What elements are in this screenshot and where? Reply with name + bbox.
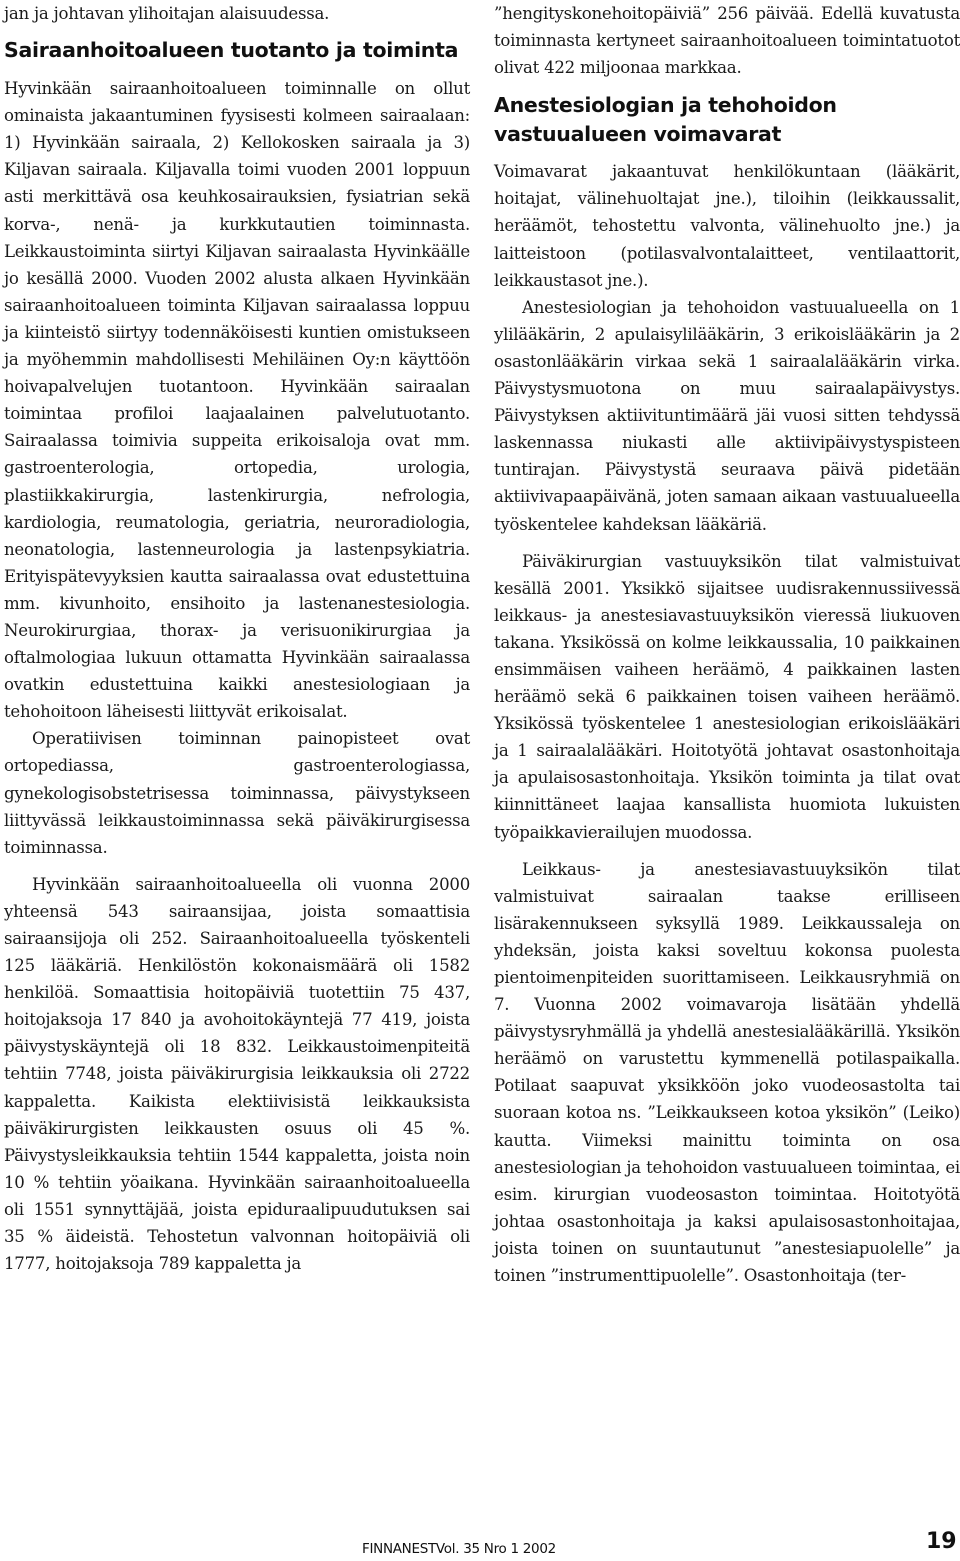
paragraph-statistics: Hyvinkään sairaanhoitoalueella oli vuonna 2000 yhteensä 543 sairaansijaa, joista somaattisia sairaansijoja oli 252. Sairaanhoitoalueella työskenteli 125 lääkäriä. Henkilöstön kokonaismäärä oli 1582 henkilöä. Somaattisia hoitopäiviä tuotettiin 75 437, hoitojaksoja 17 840 ja avohoitokäyntejä 77 419, joista päivystyskäyntejä oli 18 832. Leikkaustoimenpiteitä tehtiin 7748, joista päiväkirurgisia leikkauksia oli 2722 kappaletta. Kaikista elektiivisistä leikkauksista päiväkirurgisten leikkausten osuus oli 45 %. Päivystysleikkauksia tehtiin 1544 kappaletta, joista noin 10 % tehtiin yöaikana. Hyvinkään sairaanhoitoalueella oli 1551 synnyttäjää, joista epiduraalipuudutuksen sai 35 % äideistä. Tehostetun valvonnan hoitopäiviä oli 1777, hoitojaksoja 789 kappaletta ja xyxy=(4,874,470,1274)
paragraph-hospitals: Hyvinkään sairaanhoitoalueen toiminnalle on ollut ominaista jakaantuminen fyysisesti kolmeen sairaalaan: 1) Hyvinkään sairaala, 2) Kellokosken sairaala ja 3) Kiljavan sairaala. Kiljavalla toimi vuoden 2001 loppuun asti merkittävä osa keuhkosairauksien, fysiatrian sekä korva-, nenä- ja kurkkutautien toiminnasta. Leikkaustoiminta siirtyi Kiljavan sairaalasta Hyvinkäälle jo kesällä 2000. Vuoden 2002 alusta alkaen Hyvinkään sairaanhoitoalueen toiminta Kiljavan sairaalassa loppuu ja kiinteistö siirtyy todennäköisesti kuntien omistukseen ja myöhemmin mahdollisesti Mehiläinen Oy:n käyttöön hoivapalvelujen tuotantoon. Hyvinkään sairaalan toimintaa profiloi laajaalainen palvelutuotanto. Sairaalassa toimivia suppeita erikoisaloja ovat mm. gastroenterologia, ortopedia, urologia, plastiikkakirurgia, lastenkirurgia, nefrologia, kardiologia, reumatologia, geriatria, neuroradiologia, neonatologia, lastenneurologia ja lastenpsykiatria. Erityispätevyyksien kautta sairaalassa ovat edustettuina mm. kivunhoito, ensihoito ja lastenanestesiologia. Neurokirurgiaa, thorax- ja verisuonikirurgiaa ja oftalmologiaa lukuun ottamatta Hyvinkään sairaalassa ovatkin edustettuina kaikki anestesiologiaan ja tehohoitoon läheisesti liittyvät erikoisalat. xyxy=(4,79,470,722)
paragraph-surgery-unit: Leikkaus- ja anestesiavastuuyksikön tilat valmistuivat sairaalan taakse erilliseen lisärakennukseen syksyllä 1989. Leikkaussaleja on yhdeksän, joista kaksi soveltuu kokonsa puolesta pientoimenpiteiden suorittamiseen. Leikkausryhmiä on 7. Vuonna 2002 voimavaroja lisätään yhdellä päivystysryhmällä ja yhdellä anestesialääkärillä. Yksikön heräämö on varustettu kymmenellä potilaspaikalla. Potilaat saapuvat yksikköön joko vuodeosastolta tai suoraan kotoa ns. ”Leikkaukseen kotoa yksikön” (Leiko) kautta. Viimeksi mainittu toiminta on osa anestesiologian ja tehohoidon vastuualueen toimintaa, ei esim. kirurgian vuodeosaston toimintaa. Hoitotyötä johtaa osastonhoitaja ja kaksi apulaisosastonhoitajaa, joista toinen on suuntautunut ”anestesiapuolelle” ja toinen ”instrumenttipuolelle”. Osastonhoitaja (ter- xyxy=(494,859,960,1286)
paragraph-day-surgery: Päiväkirurgian vastuuyksikön tilat valmistuivat kesällä 2001. Yksikkö sijaitsee uudisrakennussiivessä leikkaus- ja anestesiavastuuyksikön vieressä liukuoven takana. Yksikössä on kolme leikkaussalia, 10 paikkainen ensimmäisen vaiheen heräämö, 4 paikkainen lasten heräämö sekä 6 paikkainen toisen vaiheen heräämö. Yksikössä työskentelee 1 anestesiologian erikoislääkäri ja 1 sairaalalääkäri. Hoitotyötä johtavat osastonhoitaja ja apulaisosastonhoitaja. Yksikön toiminta ja tilat ovat kiinnittäneet laajaa kansallista huomiota lukuisten työpaikkavierailujen muodossa. xyxy=(494,551,960,842)
paragraph-operative-focus: Operatiivisen toiminnan painopisteet ovat ortopediassa, gastroenterologiassa, gynekologisobstetrisessa toiminnassa, päivystykseen liittyvässä leikkaustoiminnassa sekä päiväkirurgisessa toiminnassa. xyxy=(4,729,470,857)
left-column xyxy=(4,0,470,1277)
paragraph-staff: Anestesiologian ja tehohoidon vastuualueella on 1 ylilääkärin, 2 apulaisylilääkärin, 3 erikoislääkärin ja 2 osastonlääkärin virkaa sekä 1 sairaalalääkärin virka. Päivystysmuotona on muu sairaalapäivystys. Päivystyksen aktiivituntimäärä jäi vuosi sitten tehdyssä laskennassa niukasti alle aktiivipäivystyspisteen tuntirajan. Päivystystä seuraava päivä pidetään aktiivivapaapäivänä, joten samaan aikaan vastuualueella työskentelee kahdeksan lääkäriä. xyxy=(494,297,960,534)
intro-line: jan ja johtavan ylihoitajan alaisuudessa. xyxy=(4,4,330,23)
paragraph-continuation: ”hengityskonehoitopäiviä” 256 päivää. Edellä kuvatusta toiminnasta kertyneet sairaanhoitoalueen toimintatuotot olivat 422 miljoonaa markkaa. xyxy=(494,4,960,78)
section-heading-resources: Anestesiologian ja tehohoidon vastuualueen voimavarat xyxy=(494,93,837,147)
journal-footer: FINNANESTVol. 35 Nro 1 2002 xyxy=(362,1541,556,1557)
page-number: 19 xyxy=(926,1529,957,1554)
right-column xyxy=(494,0,960,1289)
paragraph-resources: Voimavarat jakaantuvat henkilökuntaan (lääkärit, hoitajat, välinehuoltajat jne.), tiloihin (leikkaussalit, heräämöt, tehostettu valvonta, välinehuolto jne.) ja laitteistoon (potilasvalvontalaitteet, ventilaattorit, leikkaustasot jne.). xyxy=(494,162,960,290)
section-heading-production: Sairaanhoitoalueen tuotanto ja toiminta xyxy=(4,38,459,63)
